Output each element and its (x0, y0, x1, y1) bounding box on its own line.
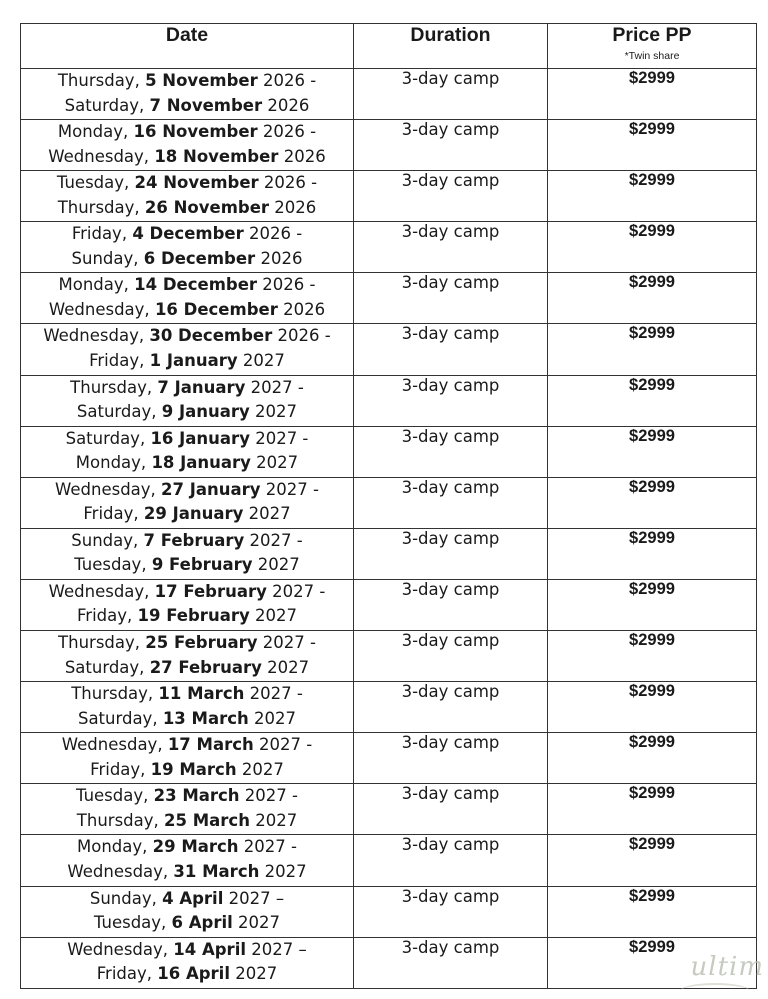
start-year: 2027 - (245, 377, 304, 397)
price-cell: $2999 (548, 733, 757, 784)
duration-cell: 3-day camp (354, 733, 548, 784)
start-date: 27 January (161, 479, 261, 499)
table-row (21, 579, 757, 630)
header-price-label: Price PP (612, 24, 692, 46)
end-year: 2027 (250, 453, 299, 473)
start-year: 2026 - (257, 122, 317, 142)
end-weekday: Wednesday, (67, 861, 174, 881)
start-weekday: Wednesday, (55, 479, 162, 499)
price-cell: $2999 (548, 937, 757, 988)
start-date: 7 February (143, 530, 245, 550)
price-cell: $2999 (548, 835, 757, 886)
start-weekday: Sunday, (71, 530, 144, 550)
start-year: 2026 - (272, 326, 331, 346)
end-year: 2027 (248, 708, 297, 728)
price-cell: $2999 (548, 631, 757, 682)
end-weekday: Wednesday, (48, 146, 155, 166)
end-date: 7 November (149, 95, 263, 115)
end-weekday: Thursday, (76, 810, 165, 830)
end-date: 19 February (137, 606, 250, 626)
duration-cell: 3-day camp (354, 528, 548, 579)
start-year: 2027 – (223, 888, 285, 908)
end-year: 2027 (232, 913, 281, 932)
end-weekday: Friday, (89, 350, 150, 370)
start-weekday: Wednesday, (48, 581, 155, 601)
price-cell: $2999 (548, 886, 757, 937)
start-date: 5 November (145, 71, 258, 90)
end-date: 1 January (149, 350, 238, 370)
start-year: 2027 - (239, 786, 298, 806)
duration-cell: 3-day camp (354, 324, 548, 375)
start-year: 2027 - (257, 633, 316, 653)
date-cell (21, 273, 354, 324)
end-weekday: Sunday, (71, 248, 144, 268)
start-date: 30 December (149, 326, 273, 346)
header-row (21, 24, 757, 69)
date-cell (21, 222, 354, 273)
date-cell (21, 682, 354, 733)
end-weekday: Thursday, (57, 197, 145, 217)
start-date: 29 March (152, 837, 239, 857)
duration-cell: 3-day camp (354, 835, 548, 886)
start-weekday: Monday, (58, 275, 135, 295)
start-date: 23 March (153, 786, 240, 806)
start-year: 2027 - (249, 428, 309, 448)
end-year: 2027 (237, 350, 285, 370)
camp-schedule-table (20, 23, 757, 989)
date-cell (21, 886, 354, 937)
date-cell (21, 375, 354, 426)
end-date: 9 January (161, 402, 250, 422)
price-cell: $2999 (548, 426, 757, 477)
start-date: 17 March (167, 735, 254, 755)
price-cell: $2999 (548, 324, 757, 375)
start-date: 17 February (154, 581, 267, 601)
start-year: 2027 - (238, 837, 297, 857)
end-date: 26 November (144, 197, 270, 217)
start-year: 2027 - (244, 530, 303, 550)
end-year: 2027 (259, 861, 307, 881)
date-cell (21, 426, 354, 477)
end-year: 2027 (249, 606, 297, 626)
price-cell: $2999 (548, 477, 757, 528)
end-weekday: Saturday, (64, 657, 150, 677)
start-year: 2027 – (246, 939, 307, 959)
table-row (21, 222, 757, 273)
start-weekday: Sunday, (89, 888, 163, 908)
end-date: 18 November (154, 146, 279, 166)
end-date: 16 April (157, 964, 230, 984)
price-cell: $2999 (548, 69, 757, 120)
end-year: 2026 (278, 146, 326, 166)
start-weekday: Thursday, (71, 684, 159, 704)
start-date: 16 January (150, 428, 250, 448)
start-year: 2026 - (257, 71, 317, 90)
duration-cell: 3-day camp (354, 273, 548, 324)
start-year: 2027 - (260, 479, 319, 499)
twin-share-note: *Twin share (624, 50, 680, 62)
table-row (21, 784, 757, 835)
table-row (21, 937, 757, 988)
start-year: 2027 - (253, 735, 313, 755)
end-date: 13 March (162, 708, 249, 728)
start-weekday: Saturday, (65, 428, 151, 448)
table-row (21, 477, 757, 528)
end-year: 2027 (261, 657, 310, 677)
start-weekday: Thursday, (58, 633, 146, 653)
start-weekday: Thursday, (57, 71, 146, 90)
header-date: Date (21, 24, 354, 69)
table-row (21, 324, 757, 375)
end-date: 6 April (171, 913, 233, 932)
price-cell: $2999 (548, 375, 757, 426)
end-year: 2027 (249, 810, 298, 830)
end-weekday: Saturday, (77, 708, 163, 728)
end-year: 2026 (269, 197, 317, 217)
duration-cell: 3-day camp (354, 682, 548, 733)
duration-cell: 3-day camp (354, 375, 548, 426)
start-weekday: Wednesday, (67, 939, 174, 959)
start-date: 11 March (158, 684, 245, 704)
date-cell (21, 171, 354, 222)
date-cell (21, 733, 354, 784)
start-year: 2027 - (244, 684, 303, 704)
table-row (21, 375, 757, 426)
end-weekday: Friday, (96, 964, 158, 984)
price-cell: $2999 (548, 120, 757, 171)
end-date: 6 December (143, 248, 256, 268)
start-year: 2026 - (243, 224, 303, 244)
end-year: 2026 (262, 95, 310, 115)
duration-cell: 3-day camp (354, 171, 548, 222)
end-year: 2027 (230, 964, 278, 984)
date-cell (21, 784, 354, 835)
end-weekday: Friday, (83, 504, 144, 524)
start-year: 2026 - (257, 275, 316, 295)
date-cell (21, 937, 354, 988)
price-cell: $2999 (548, 222, 757, 273)
end-date: 19 March (150, 759, 237, 779)
table-row (21, 273, 757, 324)
duration-cell: 3-day camp (354, 631, 548, 682)
end-date: 18 January (151, 453, 251, 473)
price-cell: $2999 (548, 784, 757, 835)
start-weekday: Thursday, (70, 377, 158, 397)
end-weekday: Friday, (90, 759, 151, 779)
price-cell: $2999 (548, 273, 757, 324)
start-date: 4 December (132, 224, 244, 244)
start-weekday: Wednesday, (43, 326, 150, 346)
header-price (548, 24, 757, 69)
end-year: 2027 (236, 759, 284, 779)
duration-cell: 3-day camp (354, 937, 548, 988)
end-date: 25 March (164, 810, 250, 830)
price-cell: $2999 (548, 171, 757, 222)
table-row (21, 886, 757, 937)
duration-cell: 3-day camp (354, 579, 548, 630)
start-weekday: Monday, (76, 837, 153, 857)
table-row (21, 631, 757, 682)
table-row (21, 426, 757, 477)
end-date: 31 March (173, 861, 260, 881)
header-duration: Duration (354, 24, 548, 69)
end-weekday: Saturday, (64, 95, 150, 115)
end-date: 29 January (143, 504, 244, 524)
end-year: 2027 (252, 555, 300, 575)
date-cell (21, 69, 354, 120)
date-cell (21, 631, 354, 682)
end-date: 9 February (151, 555, 253, 575)
price-cell: $2999 (548, 682, 757, 733)
start-date: 14 December (134, 275, 258, 295)
start-date: 25 February (145, 633, 258, 653)
start-date: 4 April (162, 888, 224, 908)
end-weekday: Tuesday, (74, 555, 152, 575)
date-cell (21, 835, 354, 886)
duration-cell: 3-day camp (354, 426, 548, 477)
end-year: 2027 (249, 402, 298, 422)
end-weekday: Friday, (77, 606, 138, 626)
end-weekday: Tuesday, (93, 913, 172, 932)
date-cell (21, 120, 354, 171)
date-cell (21, 324, 354, 375)
date-cell (21, 528, 354, 579)
start-weekday: Monday, (57, 122, 134, 142)
table-body (21, 69, 757, 989)
table-row (21, 733, 757, 784)
end-year: 2027 (243, 504, 291, 524)
end-date: 16 December (154, 299, 278, 319)
table-row (21, 120, 757, 171)
table-row (21, 835, 757, 886)
end-year: 2026 (277, 299, 326, 319)
duration-cell: 3-day camp (354, 120, 548, 171)
start-weekday: Tuesday, (76, 786, 154, 806)
end-weekday: Monday, (75, 453, 152, 473)
price-cell: $2999 (548, 579, 757, 630)
date-cell (21, 579, 354, 630)
start-year: 2027 - (266, 581, 326, 601)
price-cell: $2999 (548, 528, 757, 579)
start-date: 7 January (157, 377, 246, 397)
start-weekday: Wednesday, (61, 735, 168, 755)
table-row (21, 682, 757, 733)
table-row (21, 528, 757, 579)
duration-cell: 3-day camp (354, 69, 548, 120)
start-date: 16 November (133, 122, 258, 142)
table-row (21, 171, 757, 222)
table-row (21, 69, 757, 120)
end-year: 2026 (255, 248, 303, 268)
duration-cell: 3-day camp (354, 222, 548, 273)
start-weekday: Tuesday, (56, 173, 135, 193)
end-weekday: Saturday, (76, 402, 162, 422)
end-date: 27 February (149, 657, 262, 677)
start-year: 2026 - (258, 173, 318, 193)
date-cell (21, 477, 354, 528)
end-weekday: Wednesday, (48, 299, 155, 319)
start-weekday: Friday, (71, 224, 133, 244)
watermark-logo: ultim (690, 952, 764, 982)
duration-cell: 3-day camp (354, 886, 548, 937)
start-date: 14 April (173, 939, 247, 959)
duration-cell: 3-day camp (354, 477, 548, 528)
duration-cell: 3-day camp (354, 784, 548, 835)
start-date: 24 November (134, 173, 259, 193)
